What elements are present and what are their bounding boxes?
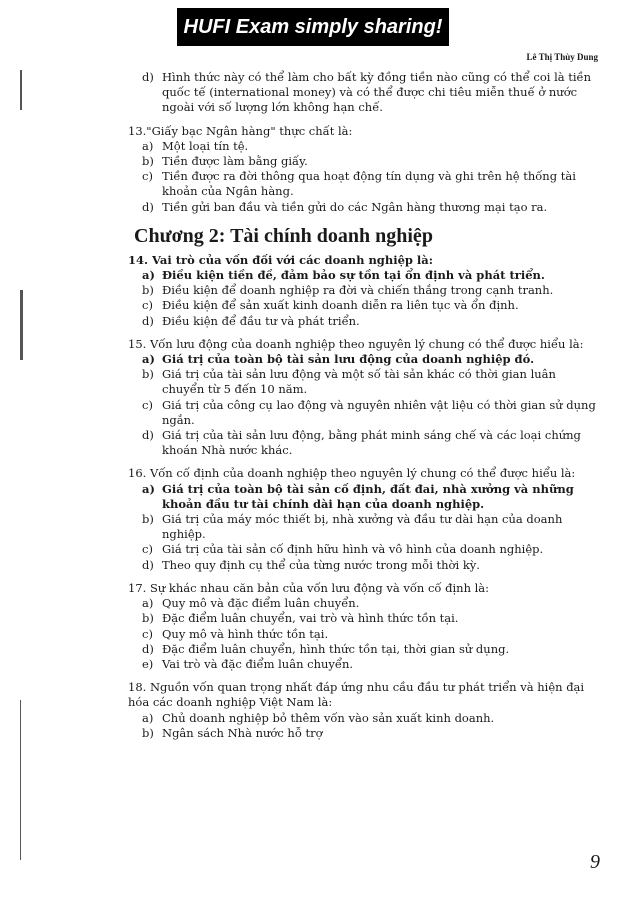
option-item (142, 352, 598, 367)
option-item (142, 642, 598, 657)
option-letter: c) (142, 298, 153, 313)
option-item (142, 512, 598, 542)
option-letter: b) (142, 512, 154, 527)
option-letter: b) (142, 611, 154, 626)
option-letter: b) (142, 725, 154, 740)
option-text: Đặc điểm luân chuyển, vai trò và hình thức tồn tại. (162, 611, 459, 626)
option-letter: c) (142, 542, 153, 557)
option-text: Giá trị của tài sản lưu động và một số tài sản khác có thời gian luân chuyển từ 5 đến 10 năm. (162, 367, 556, 397)
option-item (142, 268, 598, 283)
option-text: Điều kiện tiền đề, đảm bảo sự tồn tại ổn định và phát triển. (162, 268, 545, 283)
margin-mark (20, 290, 23, 360)
option-item (142, 558, 598, 573)
option-letter: b) (142, 367, 154, 382)
option-text: Theo quy định cụ thể của từng nước trong mỗi thời kỳ. (162, 557, 480, 572)
option-letter: a) (142, 596, 154, 611)
question-15: 15. Vốn lưu động của doanh nghiệp theo nguyên lý chung có thể được hiểu là: (128, 336, 584, 351)
option-letter: a) (142, 481, 155, 496)
option-text: Tiền được làm bằng giấy. (162, 154, 308, 169)
question-14: 14. Vai trò của vốn đối với các doanh nghiệp là: (128, 252, 433, 267)
chapter-title: Chương 2: Tài chính doanh nghiệp (134, 224, 433, 247)
option-item (142, 283, 598, 298)
option-item (142, 200, 598, 215)
option-item (142, 154, 598, 169)
option-letter: c) (142, 169, 153, 184)
option-item (142, 314, 598, 329)
option-letter: e) (142, 656, 154, 671)
option-letter: a) (142, 352, 155, 367)
option-letter: a) (142, 138, 154, 153)
question-18: 18. Nguồn vốn quan trọng nhất đáp ứng nhu cầu đầu tư phát triển và hiện đại hóa các doanh nghiệp Việt Nam là: (128, 680, 585, 710)
option-item (142, 169, 598, 199)
option-text: Quy mô và hình thức tồn tại. (162, 626, 329, 641)
option-letter: b) (142, 154, 154, 169)
option-text: Điều kiện để doanh nghiệp ra đời và chiến thắng trong cạnh tranh. (162, 283, 554, 298)
option-item (142, 611, 598, 626)
option-item (142, 627, 598, 642)
option-item (142, 657, 598, 672)
option-letter: d) (142, 199, 154, 214)
option-text: Giá trị của máy móc thiết bị, nhà xưởng và đầu tư dài hạn của doanh nghiệp. (162, 512, 563, 542)
option-letter: c) (142, 397, 153, 412)
option-text: Quy mô và đặc điểm luân chuyển. (162, 596, 360, 611)
option-text: Điều kiện để đầu tư và phát triển. (162, 313, 360, 328)
option-text: Giá trị của toàn bộ tài sản lưu động của doanh nghiệp đó. (162, 352, 535, 367)
option-letter: d) (142, 313, 154, 328)
option-item (142, 367, 598, 397)
option-text: Một loại tín tệ. (162, 138, 249, 153)
option-letter: d) (142, 641, 154, 656)
option-text: Chủ doanh nghiệp bỏ thêm vốn vào sản xuất kinh doanh. (162, 710, 495, 725)
option-text: Điều kiện để sản xuất kinh doanh diễn ra liên tục và ổn định. (162, 298, 519, 313)
option-item (142, 542, 598, 557)
option-item (142, 482, 598, 512)
option-text: Tiền được ra đời thông qua hoạt động tín dụng và ghi trên hệ thống tài khoản của Ngân hàng. (162, 169, 576, 199)
page-number: 9 (590, 851, 600, 873)
option-item (142, 398, 598, 428)
option-item (142, 298, 598, 313)
document-body (128, 70, 598, 741)
option-letter: c) (142, 626, 153, 641)
option-text: Vai trò và đặc điểm luân chuyển. (162, 656, 354, 671)
option-letter: d) (142, 70, 154, 84)
margin-mark (20, 700, 21, 860)
question-13: 13."Giấy bạc Ngân hàng" thực chất là: (128, 123, 353, 138)
option-text: Ngân sách Nhà nước hỗ trợ (162, 725, 323, 740)
option-text: Giá trị của toàn bộ tài sản cố định, đất đai, nhà xưởng và những khoản đầu tư tài chính dài hạn của doanh nghiệp. (162, 481, 574, 511)
option-item (142, 596, 598, 611)
question-17: 17. Sự khác nhau căn bản của vốn lưu động và vốn cố định là: (128, 580, 490, 595)
option-letter: d) (142, 557, 154, 572)
option-letter: a) (142, 268, 155, 283)
site-banner: HUFI Exam simply sharing! (177, 8, 449, 46)
option-item (142, 726, 598, 741)
option-item (142, 428, 598, 458)
option-text: Tiền gửi ban đầu và tiền gửi do các Ngân hàng thương mại tạo ra. (162, 199, 548, 214)
option-letter: b) (142, 283, 154, 298)
option-text: Đặc điểm luân chuyển, hình thức tồn tại, thời gian sử dụng. (162, 641, 510, 656)
option-text: Hình thức này có thể làm cho bất kỳ đồng tiền nào cũng có thể coi là tiền quốc tế (international money) và có thể được chi tiêu miễn thuế ở nước ngoài với số lượng lớn không hạn chế. (162, 70, 592, 115)
option-text: Giá trị của tài sản lưu động, bằng phát minh sáng chế và các loại chứng khoán Nhà nước khác. (162, 428, 581, 458)
option-item (142, 711, 598, 726)
option-letter: d) (142, 428, 154, 443)
margin-mark (20, 70, 22, 110)
question-16: 16. Vốn cố định của doanh nghiệp theo nguyên lý chung có thể được hiểu là: (128, 466, 576, 481)
option-text: Giá trị của tài sản cố định hữu hình và vô hình của doanh nghiệp. (162, 542, 544, 557)
option-item (142, 70, 598, 116)
option-letter: a) (142, 710, 154, 725)
option-item (142, 139, 598, 154)
author-header: Lê Thị Thùy Dung (526, 52, 598, 62)
option-text: Giá trị của công cụ lao động và nguyên nhiên vật liệu có thời gian sử dụng ngắn. (162, 397, 596, 427)
